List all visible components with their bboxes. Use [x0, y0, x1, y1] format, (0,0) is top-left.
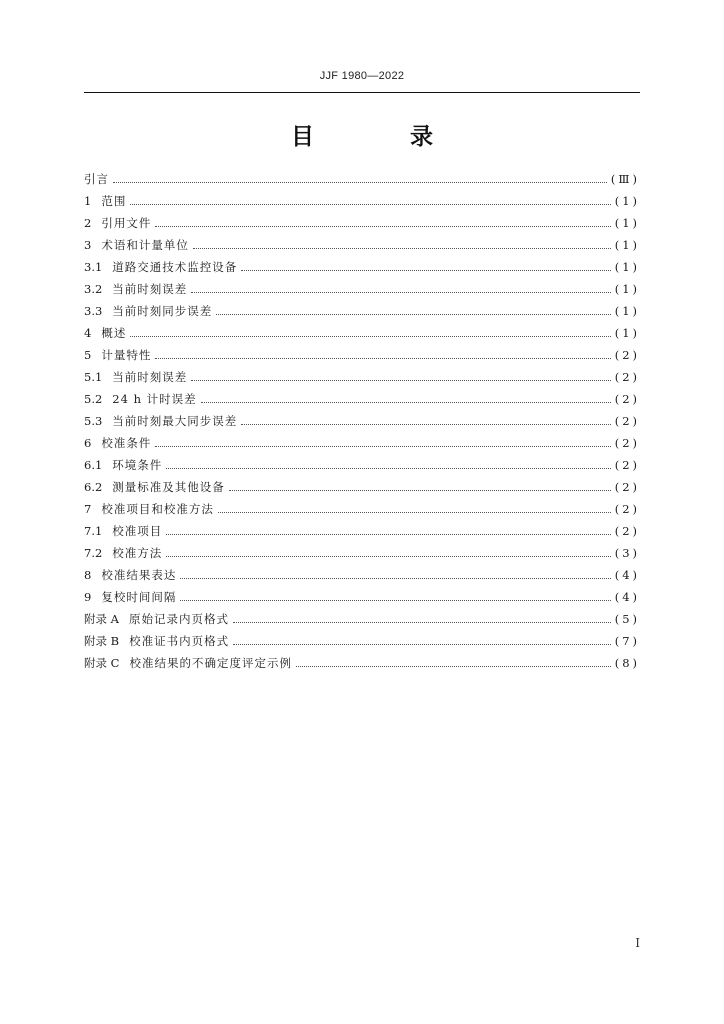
- toc-entry-title: 范围: [101, 194, 127, 208]
- toc-entry-title: 校准证书内页格式: [129, 634, 230, 648]
- toc-entry-page: (2): [614, 502, 640, 516]
- toc-entry-number: 7.2: [84, 546, 103, 560]
- toc-entry-number: 6.2: [84, 480, 103, 494]
- toc-entry-page: (1): [614, 326, 640, 340]
- toc-entry-title: 24 h 计时误差: [112, 392, 197, 406]
- toc-entry[interactable]: [84, 366, 640, 388]
- header-divider: [84, 92, 640, 93]
- toc-entry[interactable]: [84, 476, 640, 498]
- toc-entry[interactable]: [84, 212, 640, 234]
- toc-entry-page: (5): [614, 612, 640, 626]
- toc-dot-leader: [218, 502, 611, 516]
- toc-entry-title: 计量特性: [101, 348, 152, 362]
- toc-entry[interactable]: [84, 586, 640, 608]
- toc-entry-title: 当前时刻同步误差: [112, 304, 213, 318]
- toc-entry-title: 当前时刻误差: [112, 370, 188, 384]
- toc-entry-title: 复校时间间隔: [101, 590, 177, 604]
- toc-entry-page: (1): [614, 194, 640, 208]
- toc-entry[interactable]: [84, 344, 640, 366]
- toc-entry-page: (1): [614, 304, 640, 318]
- table-of-contents: [84, 168, 640, 674]
- toc-entry-number: 6.1: [84, 458, 103, 472]
- toc-entry-page: (4): [614, 590, 640, 604]
- toc-entry-title: 环境条件: [112, 458, 163, 472]
- toc-entry-page: (4): [614, 568, 640, 582]
- toc-entry[interactable]: [84, 388, 640, 410]
- toc-entry-title: 测量标准及其他设备: [112, 480, 225, 494]
- toc-entry-title: 原始记录内页格式: [128, 612, 229, 626]
- toc-entry-number: 5.3: [84, 414, 103, 428]
- toc-entry[interactable]: [84, 608, 640, 630]
- toc-entry-number: 附录 B: [84, 634, 120, 648]
- toc-dot-leader: [233, 612, 611, 626]
- toc-dot-leader: [191, 282, 610, 296]
- toc-dot-leader: [241, 414, 610, 428]
- toc-entry[interactable]: [84, 278, 640, 300]
- toc-entry[interactable]: [84, 542, 640, 564]
- toc-entry[interactable]: [84, 652, 640, 674]
- toc-dot-leader: [166, 524, 610, 538]
- toc-dot-leader: [201, 392, 611, 406]
- toc-entry-page: (2): [614, 370, 640, 384]
- toc-entry-number: 6: [84, 436, 92, 450]
- toc-entry[interactable]: [84, 410, 640, 432]
- toc-entry[interactable]: [84, 190, 640, 212]
- toc-entry-number: 1: [84, 194, 92, 208]
- toc-entry[interactable]: [84, 630, 640, 652]
- toc-entry-page: (1): [614, 260, 640, 274]
- toc-entry-page: (2): [614, 392, 640, 406]
- toc-entry-page: (2): [614, 436, 640, 450]
- toc-entry-title: 引用文件: [101, 216, 152, 230]
- toc-dot-leader: [229, 480, 611, 494]
- toc-entry-page: (8): [614, 656, 640, 670]
- toc-entry-number: 3.2: [84, 282, 103, 296]
- toc-entry-page: (7): [614, 634, 640, 648]
- toc-entry[interactable]: [84, 322, 640, 344]
- toc-dot-leader: [180, 590, 610, 604]
- page-title: 目 录: [290, 124, 477, 150]
- toc-dot-leader: [155, 436, 610, 450]
- toc-entry-title: 概述: [101, 326, 127, 340]
- toc-entry[interactable]: [84, 454, 640, 476]
- toc-entry-number: 附录 A: [84, 612, 119, 626]
- toc-dot-leader: [166, 458, 610, 472]
- toc-entry-number: 5.1: [84, 370, 103, 384]
- toc-entry-page: (1): [614, 238, 640, 252]
- toc-dot-leader: [233, 634, 611, 648]
- toc-entry-number: 3.1: [84, 260, 103, 274]
- toc-entry-title: 校准条件: [101, 436, 152, 450]
- toc-dot-leader: [130, 326, 610, 340]
- toc-dot-leader: [180, 568, 610, 582]
- page-number: Ⅰ: [635, 936, 640, 950]
- toc-entry-title: 校准方法: [112, 546, 163, 560]
- toc-entry-number: 附录 C: [84, 656, 120, 670]
- toc-dot-leader: [241, 260, 610, 274]
- toc-entry-title: 当前时刻误差: [112, 282, 188, 296]
- toc-dot-leader: [166, 546, 610, 560]
- toc-entry-number: 7: [84, 502, 92, 516]
- toc-entry-title: 校准结果的不确定度评定示例: [129, 656, 292, 670]
- toc-entry[interactable]: [84, 300, 640, 322]
- toc-dot-leader: [155, 216, 610, 230]
- toc-dot-leader: [155, 348, 610, 362]
- toc-entry[interactable]: [84, 564, 640, 586]
- toc-entry-title: 术语和计量单位: [101, 238, 189, 252]
- toc-entry-number: 7.1: [84, 524, 103, 538]
- toc-entry[interactable]: [84, 168, 640, 190]
- toc-entry-number: 5.2: [84, 392, 103, 406]
- toc-entry-number: 3.3: [84, 304, 103, 318]
- toc-entry-title: 道路交通技术监控设备: [112, 260, 238, 274]
- toc-entry-page: (Ⅲ): [610, 172, 640, 186]
- toc-dot-leader: [191, 370, 610, 384]
- toc-entry-number: 2: [84, 216, 92, 230]
- toc-dot-leader: [113, 172, 607, 186]
- toc-dot-leader: [193, 238, 611, 252]
- toc-entry-page: (2): [614, 524, 640, 538]
- toc-entry-page: (2): [614, 414, 640, 428]
- toc-entry-number: 5: [84, 348, 92, 362]
- toc-entry-number: 8: [84, 568, 92, 582]
- toc-entry[interactable]: [84, 498, 640, 520]
- toc-entry-title: 引言: [84, 172, 109, 186]
- toc-entry-page: (2): [614, 348, 640, 362]
- toc-entry-title: 校准项目和校准方法: [101, 502, 214, 516]
- toc-entry-page: (2): [614, 480, 640, 494]
- toc-entry[interactable]: [84, 432, 640, 454]
- toc-entry-title: 校准项目: [112, 524, 163, 538]
- document-header-code: JJF 1980—2022: [319, 70, 405, 82]
- toc-dot-leader: [216, 304, 610, 318]
- toc-entry-number: 3: [84, 238, 92, 252]
- toc-entry-page: (1): [614, 216, 640, 230]
- toc-entry-number: 9: [84, 590, 92, 604]
- toc-dot-leader: [130, 194, 610, 208]
- toc-entry-page: (1): [614, 282, 640, 296]
- toc-entry-number: 4: [84, 326, 92, 340]
- toc-entry[interactable]: [84, 520, 640, 542]
- toc-entry-title: 当前时刻最大同步误差: [112, 414, 238, 428]
- toc-entry-title: 校准结果表达: [101, 568, 177, 582]
- toc-entry[interactable]: [84, 234, 640, 256]
- toc-entry-page: (3): [614, 546, 640, 560]
- toc-dot-leader: [296, 656, 611, 670]
- toc-entry[interactable]: [84, 256, 640, 278]
- toc-entry-page: (2): [614, 458, 640, 472]
